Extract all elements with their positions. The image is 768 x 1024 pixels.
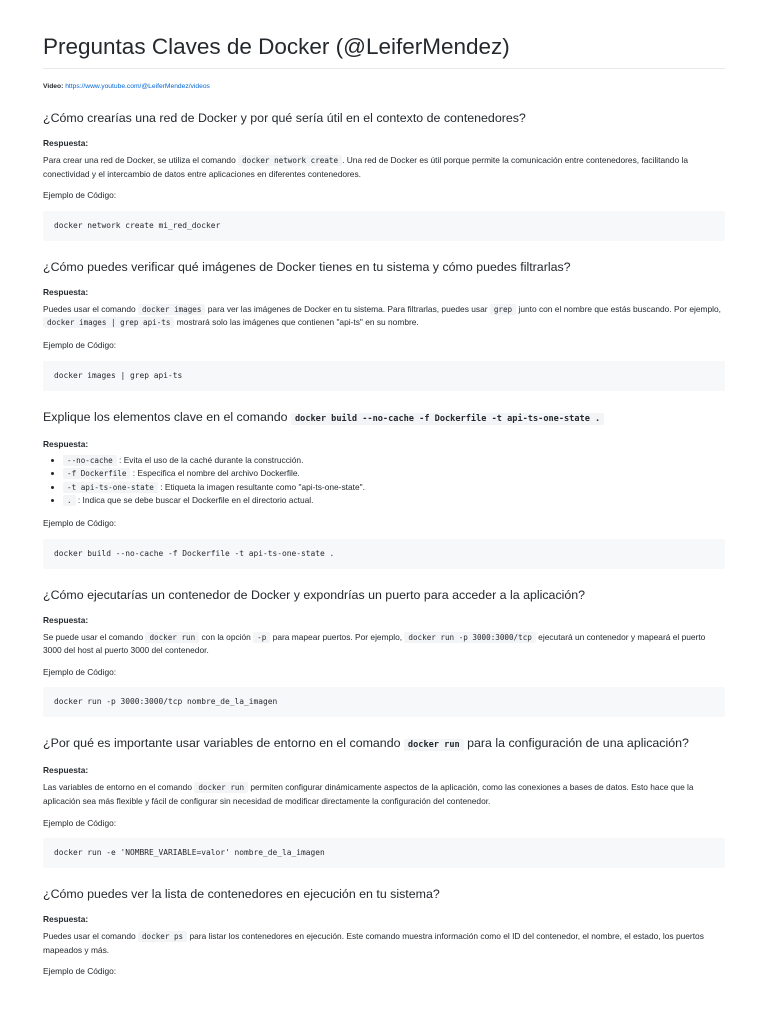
answer-text: Para crear una red de Docker, se utiliza el comando docker network create . Una red de Docker es útil porque permite la comunicación entre contenedores, facilitando la conectividad y el intercambio de datos entre aplicaciones en diferentes contenedores. — [43, 155, 688, 179]
question-heading: ¿Cómo puedes verificar qué imágenes de Docker tienes en tu sistema y cómo puedes filtrarlas? — [43, 259, 571, 274]
question-section-4 — [43, 586, 725, 718]
answer-text: Las variables de entorno en el comando docker run permiten configurar dinámicamente aspectos de la aplicación, como las conexiones a bases de datos. Esto hace que la aplicación sea más flexible y fácil de configurar sin necesidad de modificar directamente la configuración del contenedor. — [43, 782, 694, 806]
inline-code: docker run — [145, 632, 199, 643]
question-section-2 — [43, 258, 725, 391]
options-list — [43, 454, 725, 508]
video-link[interactable]: https://www.youtube.com/@LeiferMendez/videos — [65, 83, 210, 90]
video-label: Video: — [43, 83, 64, 90]
code-block: docker run -e 'NOMBRE_VARIABLE=valor' nombre_de_la_imagen — [43, 838, 725, 868]
list-item: • -f Dockerfile : Especifica el nombre del archivo Dockerfile. — [63, 467, 725, 481]
question-heading: ¿Cómo puedes ver la lista de contenedores en ejecución en tu sistema? — [43, 887, 440, 902]
inline-code: docker run — [194, 782, 248, 793]
question-heading: ¿Cómo crearías una red de Docker y por qué sería útil en el contexto de contenedores? — [43, 111, 526, 125]
list-item: • . : Indica que se debe buscar el Dockerfile en el directorio actual. — [63, 494, 725, 508]
list-item: • --no-cache : Evita el uso de la caché durante la construcción. — [63, 454, 725, 468]
inline-code: docker images — [138, 304, 205, 315]
code-block: docker network create mi_red_docker — [43, 211, 725, 241]
example-label: Ejemplo de Código: — [43, 966, 117, 977]
document-page — [43, 0, 725, 978]
inline-code: docker network create — [238, 155, 342, 166]
answer-text: Puedes usar el comando docker ps para listar los contenedores en ejecución. Este comando muestra información como el ID del contenedor, el nombre, el estado, los puertos mapeados y más. — [43, 931, 704, 955]
question-section-5 — [43, 734, 725, 868]
inline-code: grep — [490, 304, 516, 315]
inline-code: -p — [253, 632, 270, 643]
inline-code: docker ps — [138, 931, 187, 942]
inline-code: -f Dockerfile — [63, 468, 130, 479]
question-heading: Explique los elementos clave en el comando docker build --no-cache -f Dockerfile -t api-ts-one-state . — [43, 408, 725, 428]
answer-text: Puedes usar el comando docker images para ver las imágenes de Docker en tu sistema. Para filtrarlas, puedes usar grep junto con el nombre que estás buscando. Por ejemplo, docker images | grep api-ts mostrará solo las imágenes que contienen "api-ts" en su nombre. — [43, 303, 721, 328]
code-block: docker build --no-cache -f Dockerfile -t api-ts-one-state . — [43, 539, 725, 569]
question-section-6 — [43, 885, 725, 978]
answer-label: Respuesta: — [43, 914, 89, 925]
answer-text: Se puede usar el comando docker run con la opción -p para mapear puertos. Por ejemplo, docker run -p 3000:3000/tcp ejecutará un contenedor y mapeará el puerto 3000 del host al puerto 3000 del contenedor. — [43, 631, 706, 656]
answer-label: Respuesta: — [43, 765, 89, 776]
inline-code: . — [63, 495, 76, 506]
video-line — [43, 83, 725, 90]
page-title: Preguntas Claves de Docker (@LeiferMendez) — [43, 34, 725, 69]
answer-label: Respuesta: — [43, 438, 89, 449]
inline-code: docker run — [404, 739, 464, 751]
inline-code: --no-cache — [63, 455, 117, 466]
inline-code: docker run -p 3000:3000/tcp — [404, 632, 535, 643]
question-section-1 — [43, 109, 725, 241]
code-block: docker run -p 3000:3000/tcp nombre_de_la_imagen — [43, 687, 725, 717]
question-heading: ¿Por qué es importante usar variables de entorno en el comando docker run para la configuración de una aplicación? — [43, 736, 689, 751]
answer-label: Respuesta: — [43, 614, 89, 625]
inline-code: -t api-ts-one-state — [63, 482, 158, 493]
list-item: • -t api-ts-one-state : Etiqueta la imagen resultante como "api-ts-one-state". — [63, 481, 725, 495]
answer-label: Respuesta: — [43, 138, 89, 148]
example-label: Ejemplo de Código: — [43, 666, 117, 677]
code-block: docker images | grep api-ts — [43, 361, 725, 391]
answer-label: Respuesta: — [43, 286, 89, 297]
example-label: Ejemplo de Código: — [43, 517, 117, 528]
question-heading: ¿Cómo ejecutarías un contenedor de Docker y expondrías un puerto para acceder a la aplicación? — [43, 587, 586, 602]
example-label: Ejemplo de Código: — [43, 339, 117, 350]
inline-code: docker build --no-cache -f Dockerfile -t api-ts-one-state . — [291, 413, 604, 425]
example-label: Ejemplo de Código: — [43, 190, 117, 201]
question-section-3 — [43, 408, 725, 569]
inline-code: docker images | grep api-ts — [43, 317, 174, 328]
example-label: Ejemplo de Código: — [43, 817, 117, 828]
